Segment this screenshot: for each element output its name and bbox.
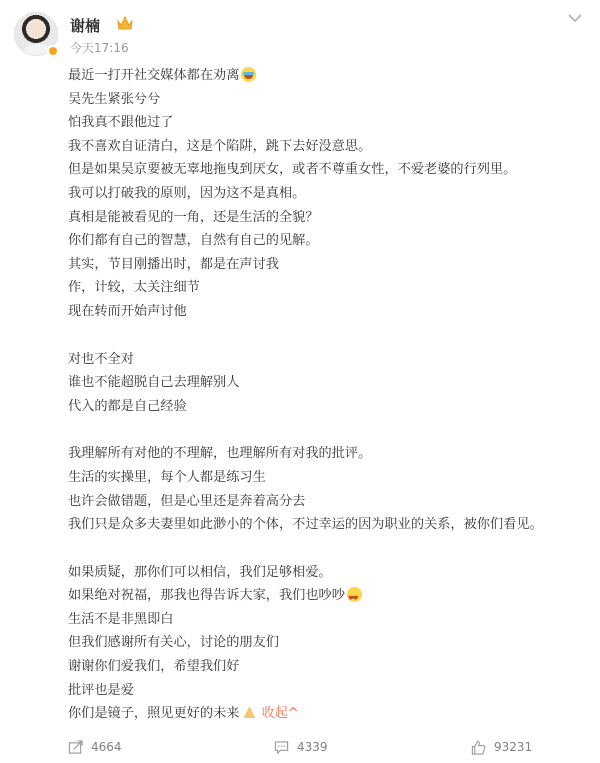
post-line: 对也不全对 xyxy=(68,351,134,367)
username[interactable]: 谢楠 xyxy=(70,17,101,35)
like-icon xyxy=(471,740,486,755)
share-button[interactable] xyxy=(68,738,122,756)
post-line: 生活不是非黑即白 xyxy=(68,611,174,627)
post-timestamp[interactable]: 今天17:16 xyxy=(70,41,129,55)
comment-icon xyxy=(274,740,289,755)
praying-hands-emoji-icon xyxy=(241,705,257,719)
post-line: 我不喜欢自证清白，这是个陷阱，跳下去好没意思。 xyxy=(68,138,372,154)
paragraph-gap xyxy=(68,418,588,442)
post-line: 代入的都是自己经验 xyxy=(68,398,187,414)
comment-count: 4339 xyxy=(297,740,328,754)
verified-badge-icon xyxy=(47,45,59,57)
post-body xyxy=(68,64,588,726)
laughing-crying-emoji-icon xyxy=(241,67,256,82)
post-actions xyxy=(0,730,600,763)
post-line: 真相是能被看见的一角，还是生活的全貌？ xyxy=(68,209,319,225)
post-line: 你们是镜子，照见更好的未来 收起^ xyxy=(68,706,299,722)
crown-icon xyxy=(116,16,134,32)
post-line: 最近一打开社交媒体都在劝离 xyxy=(68,64,588,88)
post-line: 也许会做错题，但是心里还是奔着高分去 xyxy=(68,493,306,509)
collapse-button[interactable]: 收起^ xyxy=(261,706,299,722)
paragraph-gap xyxy=(68,537,588,561)
paragraph-gap xyxy=(68,324,588,348)
post-line: 生活的实操里，每个人都是练习生 xyxy=(68,469,266,485)
post-line: 其实，节目刚播出时，都是在声讨我 xyxy=(68,256,279,272)
share-count: 4664 xyxy=(91,740,122,754)
post-line: 现在转而开始声讨他 xyxy=(68,303,187,319)
post-line: 我可以打破我的原则，因为这不是真相。 xyxy=(68,185,306,201)
comment-button[interactable] xyxy=(274,738,328,756)
post-line: 如果质疑，那你们可以相信，我们足够相爱。 xyxy=(68,564,332,580)
post-line: 谁也不能超脱自己去理解别人 xyxy=(68,375,240,391)
share-icon xyxy=(68,740,83,755)
like-button[interactable] xyxy=(471,738,532,756)
post-line: 作，计较，太关注细节 xyxy=(68,280,200,296)
like-count: 93231 xyxy=(494,740,533,754)
post-line: 我理解所有对他的不理解，也理解所有对我的批评。 xyxy=(68,446,372,462)
post-line: 你们都有自己的智慧，自然有自己的见解。 xyxy=(68,233,319,249)
post-line: 我们只是众多夫妻里如此渺小的个体，不过幸运的因为职业的关系，被你们看见。 xyxy=(68,517,543,533)
post-header xyxy=(14,12,586,60)
chevron-down-icon[interactable] xyxy=(566,12,584,24)
heart-eyes-emoji-icon xyxy=(347,587,362,602)
post-line: 怕我真不跟他过了 xyxy=(68,115,174,131)
post-line: 批评也是爱 xyxy=(68,682,134,698)
post-line: 谢谢你们爱我们，希望我们好 xyxy=(68,659,240,675)
post-line: 但我们感谢所有关心，讨论的朋友们 xyxy=(68,635,279,651)
post-line: 吴先生紧张兮兮 xyxy=(68,91,161,107)
post-line: 但是如果吴京要被无辜地拖曳到厌女，或者不尊重女性，不爱老婆的行列里。 xyxy=(68,162,517,178)
post-line: 如果绝对祝福，那我也得告诉大家，我们也吵吵♥ ♥ xyxy=(68,584,588,608)
